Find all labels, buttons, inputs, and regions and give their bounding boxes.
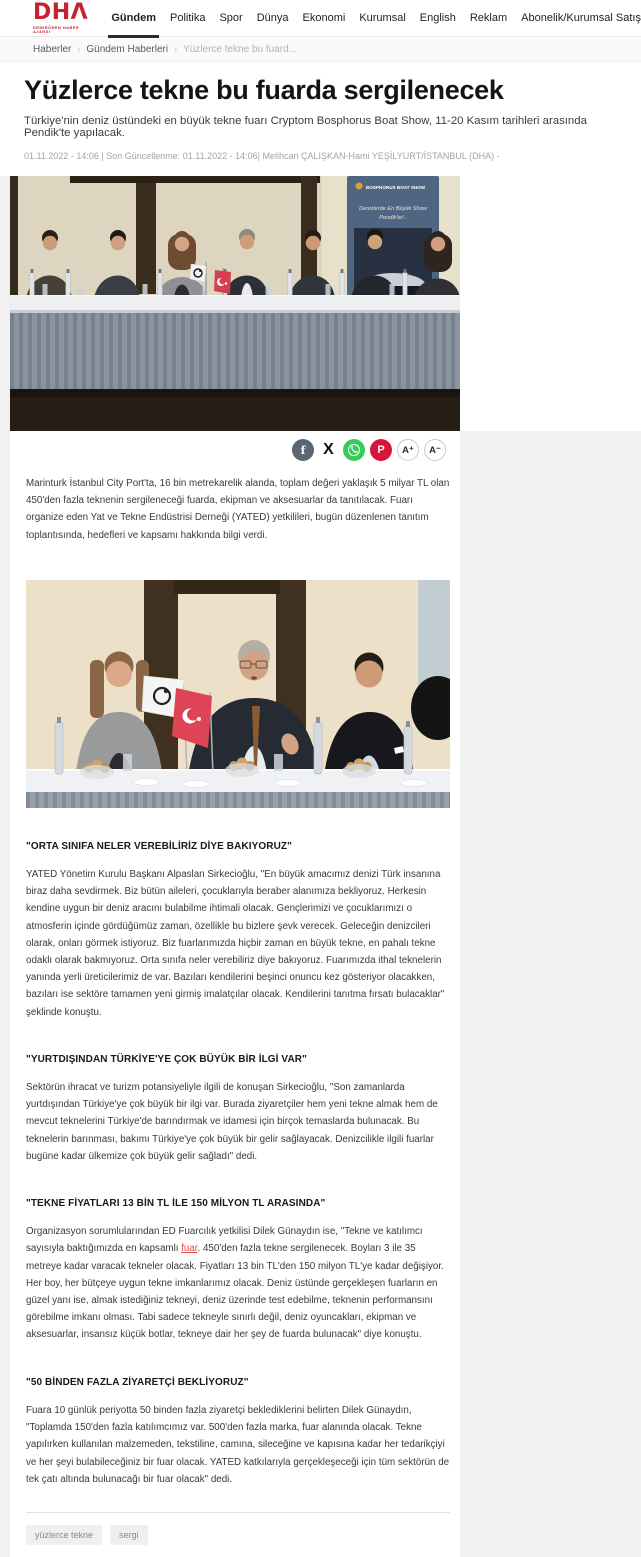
section-heading-yurtdisindan-ilgi: "YURTDIŞINDAN TÜRKİYE'YE ÇOK BÜYÜK BİR İLGİ VAR"	[26, 1053, 307, 1065]
breadcrumb-gundem-haberleri[interactable]: Gündem Haberleri	[86, 43, 169, 55]
nav-item-reklam[interactable]: Reklam	[469, 12, 508, 24]
breadcrumb-current-page: Yüzlerce tekne bu fuard...	[183, 43, 298, 55]
nav-item-abonelik[interactable]: Abonelik/Kurumsal Satış	[521, 12, 641, 24]
banner-line3: Pendik'te!..	[379, 215, 407, 221]
tag-sergi[interactable]: sergi	[110, 1525, 148, 1545]
breadcrumb-separator: ›	[174, 44, 178, 54]
dha-logo[interactable]	[33, 2, 93, 33]
banner-title: BOSPHORUS BOAT SHOW	[366, 185, 426, 190]
pinterest-share-icon[interactable]: P	[370, 439, 392, 461]
dha-logo-subtext: DEMİRÖREN HABER AJANSI	[33, 24, 80, 34]
main-nav	[111, 0, 641, 37]
nav-item-english[interactable]: English	[419, 12, 456, 24]
section-heading-50-bin-ziyaretci: "50 BİNDEN FAZLA ZİYARETÇİ BEKLİYORUZ"	[26, 1376, 249, 1388]
section-body-post: . 450'den fazla tekne sergilenecek. Boyları 3 ile 35 metreye kadar varacak tekneler olacak. Fiyatları 13 bin TL'den 150 milyon TL'ye kadar değişiyor. Her boy, her bütçeye uygun tekne imkanlarımız olacak. Deniz üstünde gerçekleşen fuarların en güzel yanı ise, almak istediğiniz tekneyi, deniz üzerinde test edebilme, teknenin performansını görebilme imkanı olması. Tabi sadece tekneyle sınırlı değil, deniz oyuncakları, ekipman ve aksesuarlar, insansız küçük botlar, tekneye dair her şey de fuarda bulunacak" diye konuştu.	[26, 1243, 444, 1341]
page-title: Yüzlerce tekne bu fuarda sergilenecek	[24, 75, 504, 105]
section-heading-orta-sinifa: "ORTA SINIFA NELER VEREBİLİRİZ DİYE BAKIYORUZ"	[26, 840, 292, 852]
nav-item-ekonomi[interactable]: Ekonomi	[302, 12, 346, 24]
tag-yuzlerce-tekne[interactable]: yüzlerce tekne	[26, 1525, 102, 1545]
font-increase-button[interactable]: A⁺	[397, 439, 419, 461]
banner-line2: Denizlerde En Büyük Show	[359, 206, 427, 212]
tag-list	[26, 1525, 448, 1545]
inline-photo-speakers-closeup	[26, 580, 450, 808]
dha-logo-text: DHΛ	[33, 0, 89, 26]
article-subtitle: Türkiye'nin deniz üstündeki en büyük tekne fuarı Cryptom Bosphorus Boat Show, 11-20 Kasım tarihleri arasında Pendik'te yapılacak.	[24, 115, 587, 139]
whatsapp-glyph	[347, 443, 361, 457]
facebook-share-icon[interactable]: f	[292, 439, 314, 461]
x-twitter-share-icon[interactable]: X	[323, 441, 334, 458]
section-body-orta-sinifa: YATED Yönetim Kurulu Başkanı Alpaslan Sirkecioğlu, "En büyük amacımız denizi Türk insanına biraz daha sevdirmek. Biz bütün aileleri, çocuklarıyla beraber alanımıza bekliyoruz. Herkesin kendine uygun bir deniz aracını bulabilme ihtimali olacak. Gençlerimizi ve çocuklarımızı o atmosferin içinde gördüğümüz zaman, özellikle bu bizlere şevk verecek. Geleceğin denizcileri olarak, onları görmek istiyoruz. Biz fuarlarımızda hiçbir zaman en büyük tekne, en pahalı tekne odaklı olarak bakmıyoruz. Orta sınıfa neler verebiliriz diye bakıyoruz. Fuarımızda ithal teknelerin yanında yerli üreticilerimiz de var. Bazıları kendilerini beşinci onuncu kez gösteriyor olacakken, bazıları ise sektöre tamamen yeni girmiş imalatçılar olacak. Kendilerini tanıtma fırsatı bulacaklar" şeklinde konuştu.	[26, 869, 445, 1018]
tags-divider	[26, 1512, 450, 1513]
nav-item-gundem[interactable]: Gündem	[111, 0, 156, 37]
breadcrumb-haberler[interactable]: Haberler	[33, 43, 72, 55]
nav-item-dunya[interactable]: Dünya	[256, 12, 289, 24]
section-body-yurtdisindan-ilgi: Sektörün ihracat ve turizm potansiyeliyle ilgili de konuşan Sirkecioğlu, "Son zamanlarda yurtdışından Türkiye'ye çok büyük bir ilgi var. Burada ziyaretçiler hem yeni tekne almak hem de mevcut teknelerini Türkiye'de barındırmak ve idamesi için birçok temaslarda bulunacak. Bu teknelerin barınması, bakımı Türkiye'ye çok büyük bir gelir sağlayacak. Denizcilikle ilgili fuarlar bugüne kadar ülkemize çok büyük gelir sağladı" dedi.	[26, 1082, 438, 1162]
article-body-card	[10, 431, 460, 1557]
hero-media-section	[10, 176, 641, 431]
nav-item-spor[interactable]: Spor	[219, 12, 243, 24]
nav-item-politika[interactable]: Politika	[170, 12, 206, 24]
whatsapp-share-icon[interactable]	[343, 439, 365, 461]
nav-item-kurumsal[interactable]: Kurumsal	[359, 12, 406, 24]
fuar-link[interactable]: fuar	[181, 1243, 198, 1255]
font-decrease-button[interactable]: A⁻	[424, 439, 446, 461]
section-heading-tekne-fiyatlari: "TEKNE FİYATLARI 13 BİN TL İLE 150 MİLYON TL ARASINDA"	[26, 1198, 326, 1210]
section-body-pre: Organizasyon sorumlularından ED Fuarcılık yetkilisi Dilek Günaydın ise, "Tekne ve katılımcı sayısıyla baktığımızda en kapsamlı	[26, 1226, 423, 1255]
article-title-section	[0, 62, 641, 176]
section-body-50-bin-ziyaretci: Fuara 10 günlük periyotta 50 binden fazla ziyaretçi beklediklerini belirten Dilek Günaydın, "Toplamda 150'den fazla katılımcımız var. 500'den fazla marka, fuar alanında olacak. Tekne yapılırken kullanılan malzemeden, tekstiline, camına, sileceğine ve kapısına kadar her tedarikçiyi ve her şeyi bulabileceğiniz bir fuar olacak. YATED katkılarıyla gerçekleşeceği için tüm sektörün de tek çatı altında bulunacağı bir fuar olacak" dedi.	[26, 1404, 450, 1485]
hero-photo-press-conference	[10, 176, 460, 431]
article-dateline: 01.11.2022 - 14:06 | Son Güncellenme: 01.11.2022 - 14:06| Melihcan ÇALIŞKAN-Hami YEŞİLYURT/İSTANBUL (DHA) -	[24, 151, 500, 161]
breadcrumb-separator: ›	[77, 44, 81, 54]
breadcrumb	[0, 37, 641, 62]
intro-paragraph: Marinturk İstanbul City Port'ta, 16 bin metrekarelik alanda, toplam değeri yaklaşık 5 milyar TL olan 450'den fazla teknenin sergileneceği fuarda, ekipman ve aksesuarlar da tanıtılacak. Fuarı organize eden Yat ve Tekne Endüstrisi Derneği (YATED) yetkilileri, bugün düzenlenen tanıtım toplantısında, hedefleri ve kapsamı hakkında bilgi verdi.	[26, 478, 450, 541]
section-body-tekne-fiyatlari	[26, 1223, 450, 1343]
share-toolbar	[26, 431, 448, 467]
article-text	[26, 475, 450, 1488]
site-header	[0, 0, 641, 37]
